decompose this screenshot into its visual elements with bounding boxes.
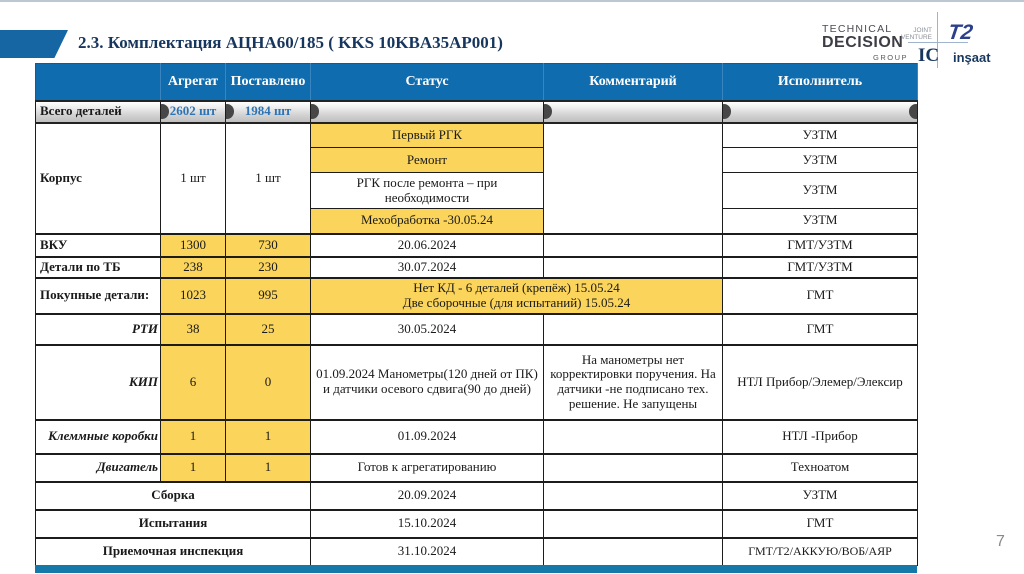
row-status: 30.05.2024 [311, 314, 544, 345]
header-executor: Исполнитель [723, 64, 918, 101]
header-postavleno: Поставлено [226, 64, 311, 101]
row-status: Готов к агрегатированию [311, 454, 544, 482]
table-row-detali-tb [36, 257, 918, 278]
row-postavleno: 1 [226, 420, 311, 454]
bottom-accent-bar [35, 565, 917, 573]
summary-label: Испытания [36, 510, 311, 538]
row-label: РТИ [36, 314, 161, 345]
row-agregat: 38 [161, 314, 226, 345]
row-label: Детали по ТБ [36, 257, 161, 278]
total-status-bar [311, 101, 544, 123]
logo-text-technical: TECHNICAL [822, 23, 893, 35]
total-executor-bar [723, 101, 918, 123]
summary-label: Приемочная инспекция [36, 538, 311, 566]
row-status: 01.09.2024 Манометры(120 дней от ПК) и датчики осевого сдвига(90 до дней) [311, 345, 544, 420]
header-status: Статус [311, 64, 544, 101]
joint-venture-label: JOINT VENTURE [900, 27, 932, 41]
total-comment-bar [544, 101, 723, 123]
summary-comment [544, 538, 723, 566]
row-label: Клеммные коробки [36, 420, 161, 454]
logo-text-decision: DECISION [822, 34, 904, 51]
t2-logo: T2 [946, 21, 975, 44]
summary-label: Сборка [36, 482, 311, 510]
table-row-sborka [36, 482, 918, 510]
row-status-wide: Нет КД - 6 деталей (крепёж) 15.05.24 Две сборочные (для испытаний) 15.05.24 [311, 278, 723, 314]
row-executor: ГМТ [723, 314, 918, 345]
summary-comment [544, 482, 723, 510]
row-executor: НТЛ -Прибор [723, 420, 918, 454]
bar-cap [909, 104, 918, 119]
completion-table [35, 63, 917, 566]
page-number: 7 [996, 533, 1005, 550]
korpus-postavleno: 1 шт [226, 123, 311, 234]
row-postavleno: 230 [226, 257, 311, 278]
table-row-inspekciya [36, 538, 918, 566]
total-label: Всего деталей [36, 101, 161, 123]
table-row-rti [36, 314, 918, 345]
summary-comment [544, 510, 723, 538]
table-row-klemmnye [36, 420, 918, 454]
row-status: 20.06.2024 [311, 234, 544, 257]
row-comment [544, 234, 723, 257]
bar-cap [311, 104, 320, 119]
row-executor: ГМТ [723, 278, 918, 314]
summary-executor: ГМТ [723, 510, 918, 538]
header-blank [36, 64, 161, 101]
summary-status: 20.09.2024 [311, 482, 544, 510]
korpus-status-3: РГК после ремонта – при необходимости [311, 173, 544, 209]
table-row-kip [36, 345, 918, 420]
header-agregat: Агрегат [161, 64, 226, 101]
top-divider-line [0, 0, 1024, 2]
total-agregat: 2602 шт [161, 101, 226, 123]
row-comment [544, 454, 723, 482]
korpus-executor-1: УЗТМ [723, 123, 918, 148]
row-executor: Техноатом [723, 454, 918, 482]
korpus-comment [544, 123, 723, 234]
row-postavleno: 0 [226, 345, 311, 420]
ic-logo: IC [918, 45, 940, 66]
technical-decision-group-logo [822, 23, 908, 62]
table-row-dvigatel [36, 454, 918, 482]
row-executor: ГМТ/УЗТМ [723, 257, 918, 278]
bar-cap [544, 104, 553, 119]
row-executor: ГМТ/УЗТМ [723, 234, 918, 257]
korpus-agregat: 1 шт [161, 123, 226, 234]
total-row [36, 101, 918, 123]
row-comment [544, 420, 723, 454]
bar-cap [226, 104, 235, 119]
table-row-pokupnye [36, 278, 918, 314]
row-comment [544, 314, 723, 345]
summary-status: 15.10.2024 [311, 510, 544, 538]
row-agregat: 1300 [161, 234, 226, 257]
korpus-executor-2: УЗТМ [723, 148, 918, 173]
bar-cap [723, 104, 732, 119]
row-postavleno: 1 [226, 454, 311, 482]
row-label: КИП [36, 345, 161, 420]
row-status: 01.09.2024 [311, 420, 544, 454]
table-row-ispytaniya [36, 510, 918, 538]
row-postavleno: 730 [226, 234, 311, 257]
row-status: 30.07.2024 [311, 257, 544, 278]
korpus-status-1: Первый РГК [311, 123, 544, 148]
row-agregat: 1023 [161, 278, 226, 314]
row-postavleno: 25 [226, 314, 311, 345]
header-row [36, 64, 918, 101]
row-postavleno: 995 [226, 278, 311, 314]
row-label: Двигатель [36, 454, 161, 482]
insaat-logo: inşaat [953, 50, 991, 65]
page-title: 2.3. Комплектация АЦНА60/185 ( KKS 10KBA35AP001) [78, 33, 503, 52]
summary-executor: УЗТМ [723, 482, 918, 510]
row-comment [544, 257, 723, 278]
table-row-vku [36, 234, 918, 257]
korpus-executor-4: УЗТМ [723, 209, 918, 234]
row-comment: На манометры нет корректировки поручения. На датчики -не подписано тех. решение. Не запущены [544, 345, 723, 420]
korpus-executor-3: УЗТМ [723, 173, 918, 209]
total-postavleno: 1984 шт [226, 101, 311, 123]
korpus-status-2: Ремонт [311, 148, 544, 173]
row-label: ВКУ [36, 234, 161, 257]
row-agregat: 6 [161, 345, 226, 420]
row-label: Покупные детали: [36, 278, 161, 314]
title-accent-shape [0, 30, 68, 58]
header-comment: Комментарий [544, 64, 723, 101]
summary-executor: ГМТ/Т2/АККУЮ/ВОБ/АЯР [723, 538, 918, 566]
row-agregat: 238 [161, 257, 226, 278]
korpus-label: Корпус [36, 123, 161, 234]
table-row-korpus [36, 123, 918, 148]
bar-cap [161, 104, 170, 119]
row-agregat: 1 [161, 454, 226, 482]
summary-status: 31.10.2024 [311, 538, 544, 566]
logo-text-group: GROUP [872, 53, 908, 62]
row-executor: НТЛ Прибор/Элемер/Элексир [723, 345, 918, 420]
row-agregat: 1 [161, 420, 226, 454]
korpus-status-4: Мехобработка -30.05.24 [311, 209, 544, 234]
